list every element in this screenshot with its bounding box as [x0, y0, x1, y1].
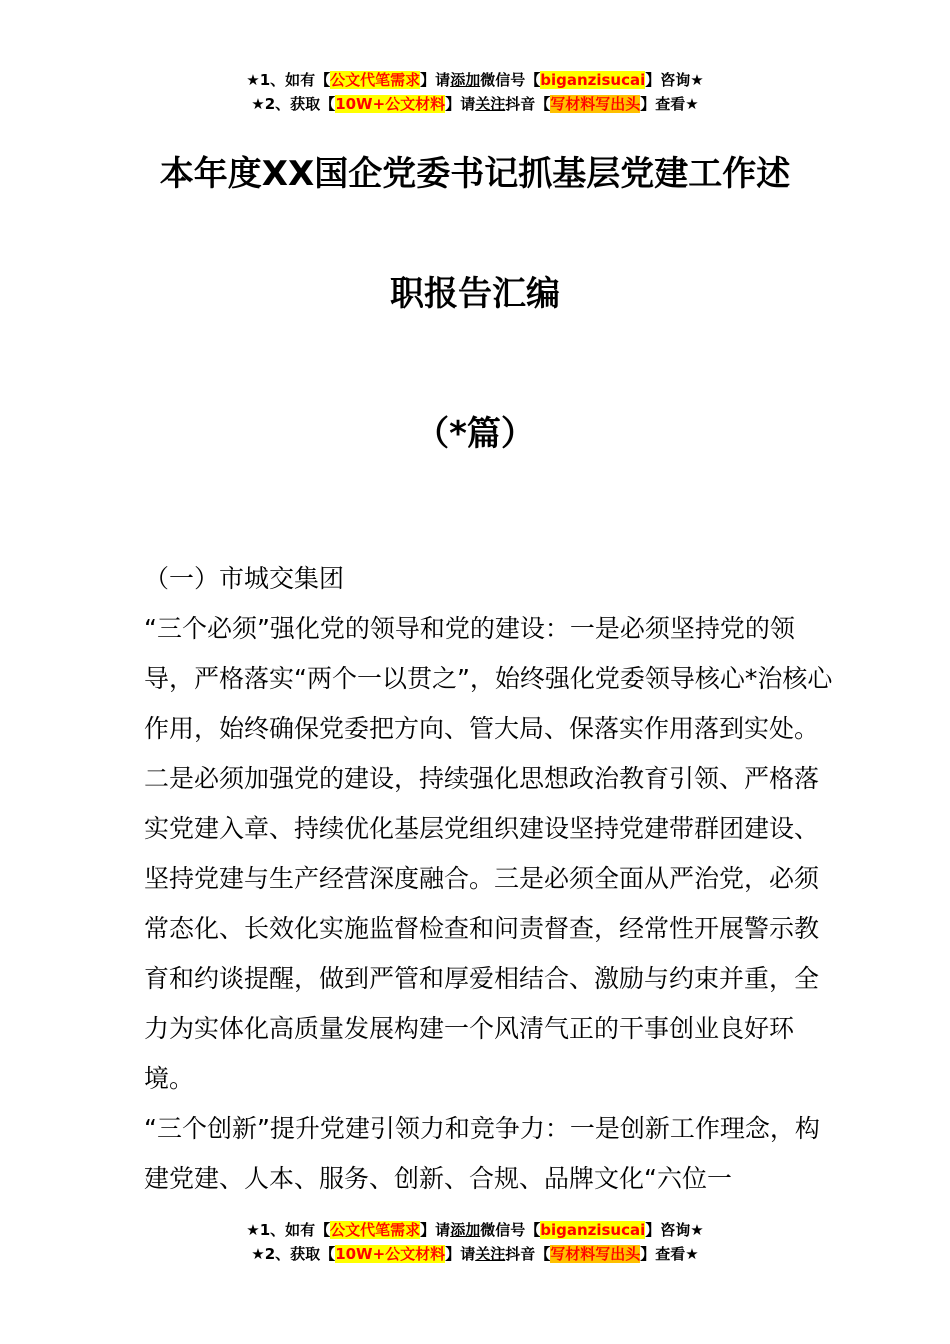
promo-wechat-id: biganzisucai [540, 71, 646, 89]
promo-text: 】请 [420, 71, 451, 89]
section-heading: （一）市城交集团 [144, 564, 345, 593]
promo-text: 】请 [420, 1221, 451, 1239]
promo-banner-top [0, 68, 950, 116]
doc-body [144, 554, 834, 1204]
promo-highlight: 10W+公文材料 [335, 1245, 446, 1263]
promo-text: 抖音【 [505, 95, 551, 113]
promo-underline: 关注 [475, 95, 506, 113]
promo-highlight: 10W+公文材料 [335, 95, 446, 113]
promo-text: ★1、如有【 [246, 71, 331, 89]
paragraph: “三个创新”提升党建引领力和竞争力：一是创新工作理念，构建党建、人本、服务、创新、合规、品牌文化“六位一 [144, 1114, 820, 1193]
promo-underline: 关注 [475, 1245, 506, 1263]
promo-douyin-id: 写材料写出头 [550, 95, 641, 113]
promo-text: ★1、如有【 [246, 1221, 331, 1239]
promo-line-1 [0, 68, 950, 92]
promo-text: 微信号【 [480, 1221, 541, 1239]
doc-title-line-1: 本年度XX国企党委书记抓基层党建工作述 [159, 154, 791, 194]
promo-douyin-id: 写材料写出头 [550, 1245, 641, 1263]
promo-text: 】请 [445, 1245, 476, 1263]
promo-banner-bottom [0, 1218, 950, 1266]
promo-text: 】请 [445, 95, 476, 113]
promo-wechat-id: biganzisucai [540, 1221, 646, 1239]
promo-underline: 添加 [450, 71, 481, 89]
promo-text: 】查看★ [640, 1245, 699, 1263]
promo-underline: 添加 [450, 1221, 481, 1239]
promo-text: ★2、获取【 [251, 95, 336, 113]
doc-title-line-2: 职报告汇编 [390, 274, 560, 314]
doc-title-line-3: （*篇） [415, 414, 535, 454]
promo-line-2 [0, 1242, 950, 1266]
promo-text: ★2、获取【 [251, 1245, 336, 1263]
promo-line-2 [0, 92, 950, 116]
promo-text: 微信号【 [480, 71, 541, 89]
promo-text: 】咨询★ [645, 71, 704, 89]
promo-text: 抖音【 [505, 1245, 551, 1263]
paragraph: “三个必须”强化党的领导和党的建设：一是必须坚持党的领导，严格落实“两个一以贯之”，始终强化党委领导核心*治核心作用，始终确保党委把方向、管大局、保落实作用落到实处。二是必须加强党的建设，持续强化思想政治教育引领、严格落实党建入章、持续优化基层党组织建设坚持党建带群团建设、坚持党建与生产经营深度融合。三是必须全面从严治党，必须常态化、长效化实施监督检查和问责督查，经常性开展警示教育和约谈提醒，做到严管和厚爱相结合、激励与约束并重，全力为实体化高质量发展构建一个风清气正的干事创业良好环境。 [144, 614, 833, 1093]
promo-highlight: 公文代笔需求 [330, 1221, 421, 1239]
promo-text: 】查看★ [640, 95, 699, 113]
promo-line-1 [0, 1218, 950, 1242]
promo-text: 】咨询★ [645, 1221, 704, 1239]
promo-highlight: 公文代笔需求 [330, 71, 421, 89]
